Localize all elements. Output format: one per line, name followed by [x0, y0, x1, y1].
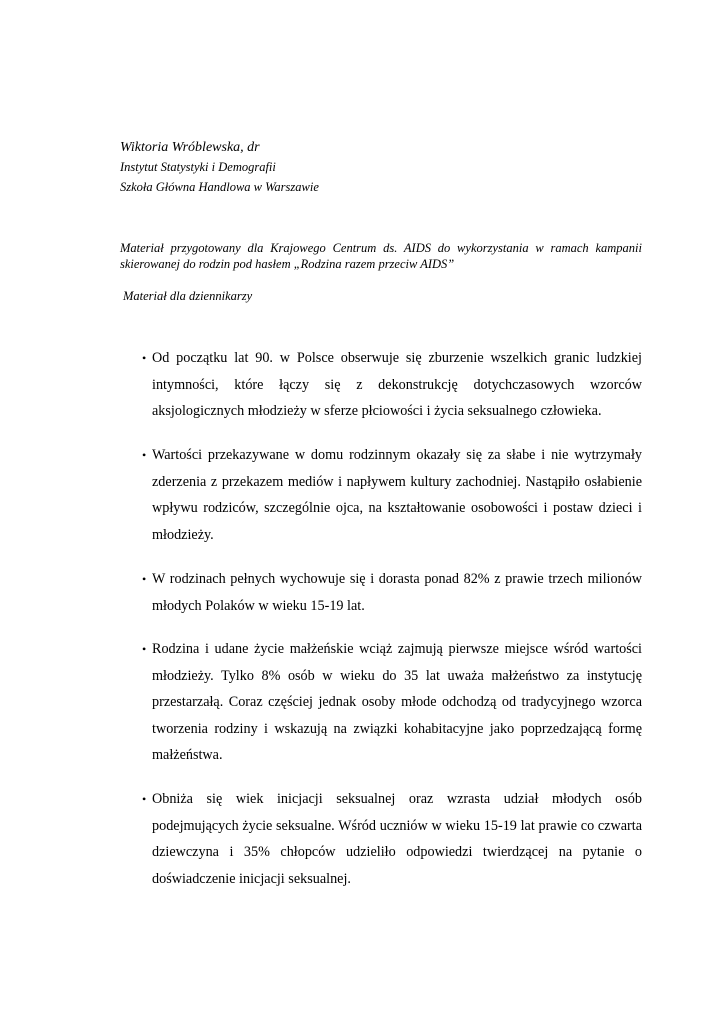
bullet-item	[142, 566, 642, 619]
audience-label: Materiał dla dziennikarzy	[123, 289, 253, 303]
bullet-text: Obniża się wiek inicjacji seksualnej oraz wzrasta udział młodych osób podejmujących życie seksualne. Wśród uczniów w wieku 15-19 lat prawie co czwarta dziewczyna i 35% chłopców udzieliło odpowiedzi twierdzącej na pytanie o doświadczenie inicjacji seksualnej.	[152, 791, 642, 887]
bullet-text: Rodzina i udane życie małżeńskie wciąż zajmują pierwsze miejsce wśród wartości młodzieży. Tylko 8% osób w wieku do 35 lat uważa małżeństwo za instytucję przestarzałą. Coraz częściej jednak osoby młode odchodzą od tradycyjnego wzorca tworzenia rodziny i wskazują na związki kohabitacyjne jako poprzedzającą formę małżeństwa.	[152, 641, 642, 764]
bullet-icon: •	[142, 448, 147, 462]
author-name: Wiktoria Wróblewska, dr	[120, 140, 260, 155]
bullet-icon: •	[142, 572, 147, 586]
bullet-item	[142, 636, 642, 769]
author-block	[120, 139, 319, 197]
bullet-icon: •	[142, 351, 147, 365]
bullet-icon: •	[142, 642, 147, 656]
bullet-icon: •	[142, 792, 147, 806]
author-institute: Instytut Statystyki i Demografii	[120, 160, 276, 174]
intro-paragraph: Materiał przygotowany dla Krajowego Centrum ds. AIDS do wykorzystania w ramach kampanii skierowanej do rodzin pod hasłem „Rodzina razem przeciw AIDS”	[120, 241, 642, 271]
bullet-text: W rodzinach pełnych wychowuje się i dorasta ponad 82% z prawie trzech milionów młodych Polaków w wieku 15-19 lat.	[152, 571, 642, 614]
bullet-item	[142, 345, 642, 425]
author-school: Szkoła Główna Handlowa w Warszawie	[120, 180, 319, 194]
bullet-text: Od początku lat 90. w Polsce obserwuje się zburzenie wszelkich granic ludzkiej intymności, które łączy się z dekonstrukcję dotychczasowych wzorców aksjologicznych młodzieży w sferze płciowości i życia seksualnego człowieka.	[152, 350, 642, 420]
bullet-text: Wartości przekazywane w domu rodzinnym okazały się za słabe i nie wytrzymały zderzenia z przekazem mediów i napływem kultury zachodniej. Nastąpiło osłabienie wpływu rodziców, szczególnie ojca, na kształtowanie osobowości i postaw dzieci i młodzieży.	[152, 447, 642, 543]
bullet-item	[142, 442, 642, 548]
bullet-item	[142, 786, 642, 892]
